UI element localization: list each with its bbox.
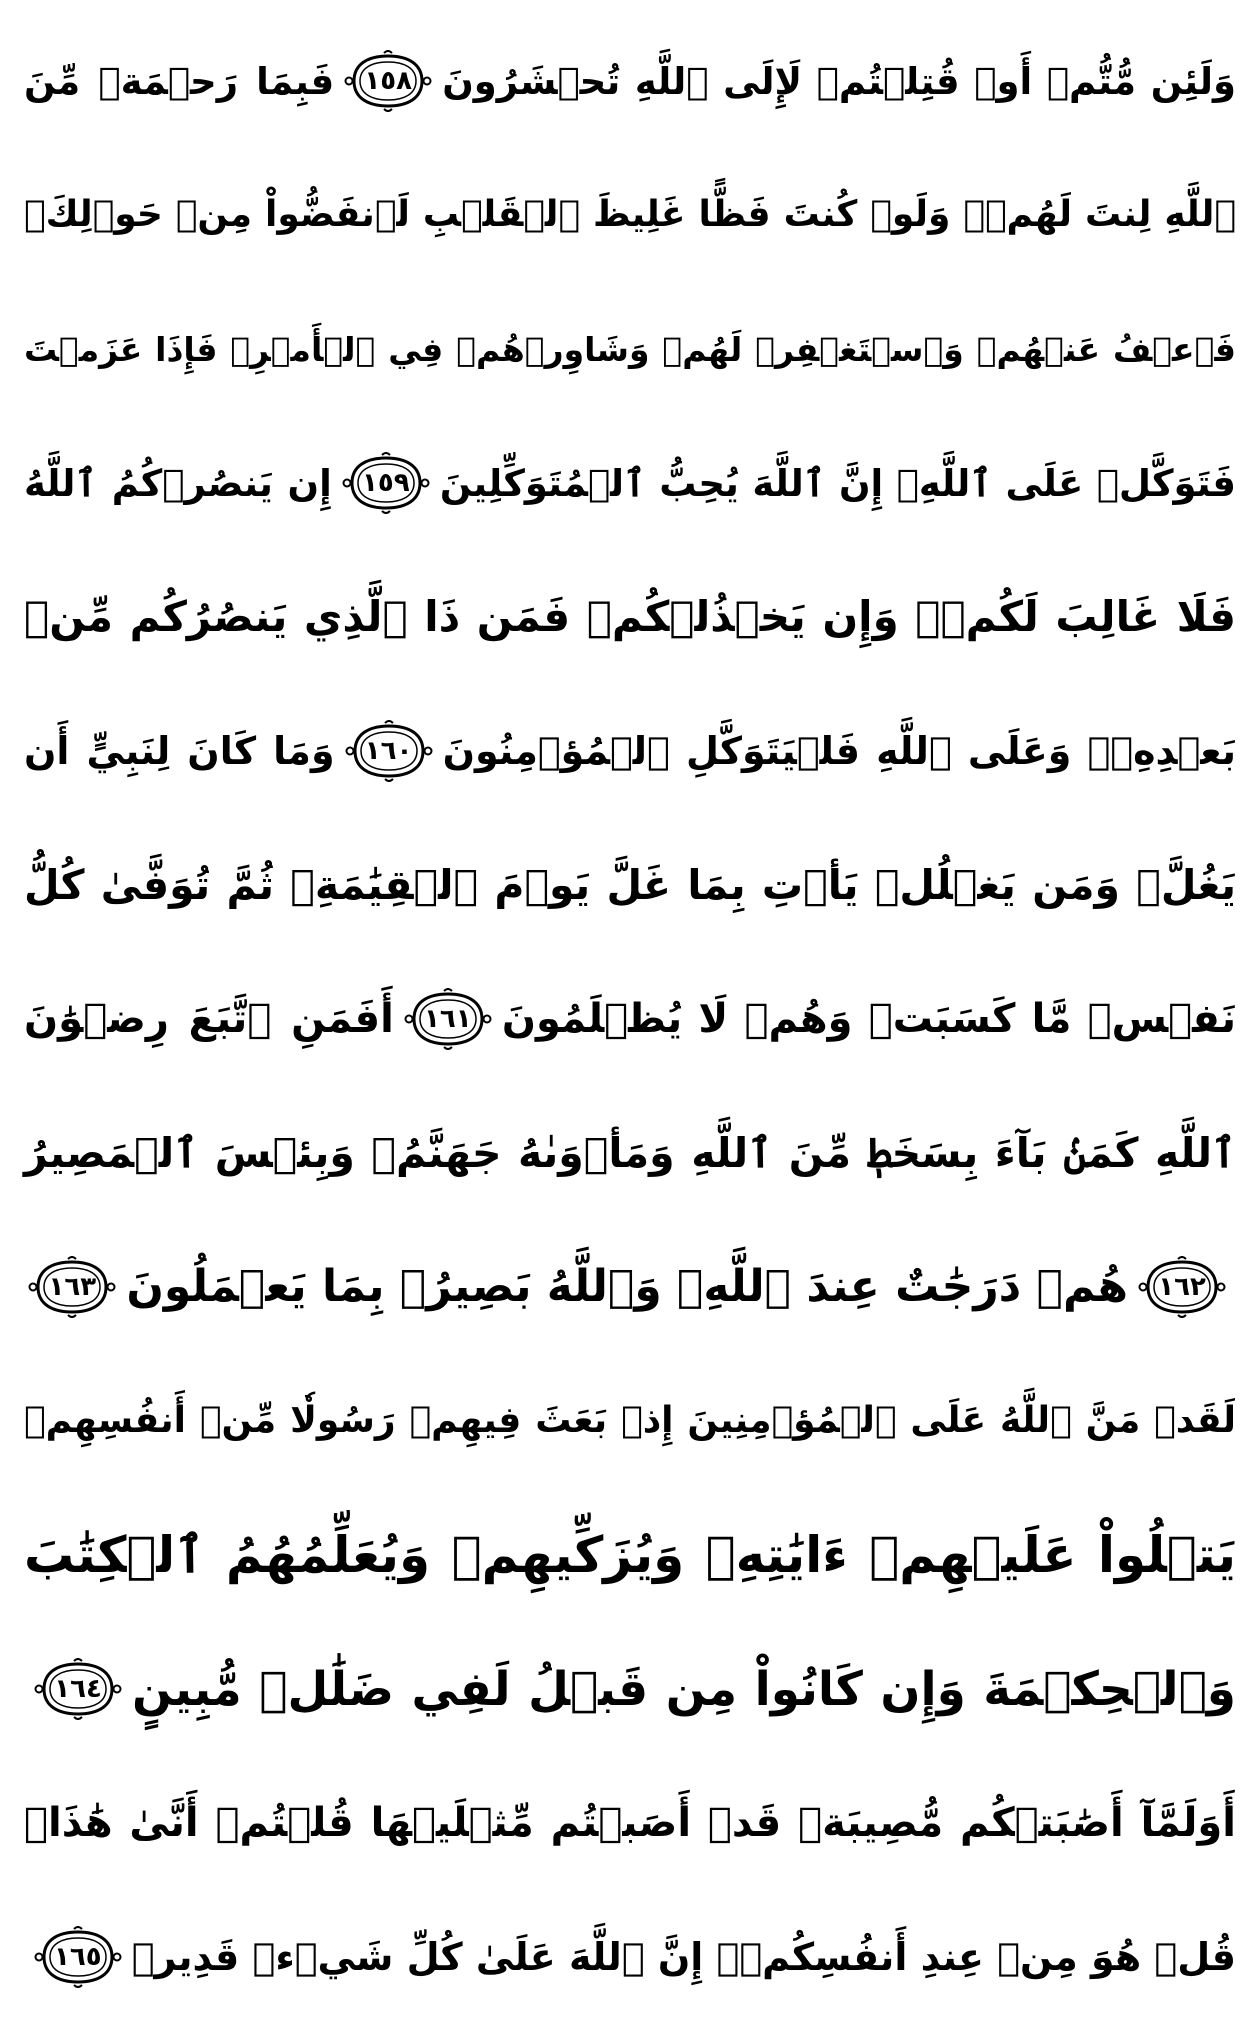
verse-line: [24, 1622, 1236, 1756]
verse-text: إِن يَنصُرۡكُمُ ٱللَّهُ: [24, 461, 332, 505]
ayah-end-marker-icon: [1138, 1256, 1226, 1318]
verse-line: [24, 550, 1236, 684]
verse-line: [24, 416, 1236, 550]
verse-line: [24, 1086, 1236, 1220]
ayah-end-marker-icon: [344, 50, 432, 112]
verse-text: قُلۡ هُوَ مِنۡ عِندِ أَنفُسِكُمۡۗ إِنَّ ٱللَّهَ عَلَىٰ كُلِّ شَيۡءٖ قَدِيرٞ: [131, 1935, 1236, 1979]
verse-text: وَمَا كَانَ لِنَبِيٍّ أَن: [23, 729, 335, 773]
verse-text: ٱللَّهِ كَمَنۢ بَآءَ بِسَخَطٖ مِّنَ ٱللَّهِ وَمَأۡوَىٰهُ جَهَنَّمُۚ وَبِئۡسَ ٱلۡمَصِيرُ: [24, 1128, 1236, 1177]
verse-text: فَلَا غَالِبَ لَكُمۡۖ وَإِن يَخۡذُلۡكُمۡ فَمَن ذَا ٱلَّذِي يَنصُرُكُم مِّنۢ: [24, 592, 1236, 641]
verse-text: لَقَدۡ مَنَّ ٱللَّهُ عَلَى ٱلۡمُؤۡمِنِينَ إِذۡ بَعَثَ فِيهِمۡ رَسُولٗا مِّنۡ أَنفُسِهِمۡ: [24, 1400, 1236, 1441]
verse-line: [24, 1220, 1236, 1354]
ayah-number: ١٦٤: [54, 1674, 102, 1704]
verse-lines: [24, 14, 1236, 2024]
ayah-number: ١٥٩: [362, 468, 410, 498]
ayah-number: ١٦٢: [1158, 1272, 1206, 1302]
ayah-number: ١٦٣: [48, 1272, 97, 1302]
verse-text: نَفۡسٖ مَّا كَسَبَتۡ وَهُمۡ لَا يُظۡلَمُونَ: [501, 996, 1236, 1042]
ayah-end-marker-icon: [342, 452, 430, 514]
verse-text: وَٱلۡحِكۡمَةَ وَإِن كَانُواْ مِن قَبۡلُ لَفِي ضَلَٰلٖ مُّبِينٍ: [132, 1661, 1236, 1717]
verse-line: [24, 14, 1236, 148]
verse-text: يَتۡلُواْ عَلَيۡهِمۡ ءَايَٰتِهِۦ وَيُزَكِّيهِمۡ وَيُعَلِّمُهُمُ ٱلۡكِتَٰبَ: [24, 1526, 1236, 1584]
ayah-end-marker-icon: [404, 988, 492, 1050]
ayah-number: ١٦٥: [53, 1942, 102, 1972]
verse-text: فَٱعۡفُ عَنۡهُمۡ وَٱسۡتَغۡفِرۡ لَهُمۡ وَشَاوِرۡهُمۡ فِي ٱلۡأَمۡرِۖ فَإِذَا عَزَمۡتَ: [24, 329, 1236, 369]
verse-line: [24, 1890, 1236, 2024]
verse-text: وَلَئِن مُّتُّمۡ أَوۡ قُتِلۡتُمۡ لَإِلَى ٱللَّهِ تُحۡشَرُونَ: [442, 59, 1236, 103]
ayah-end-marker-icon: [345, 720, 433, 782]
ayah-end-marker-icon: [34, 1658, 122, 1720]
verse-line: [24, 148, 1236, 282]
ayah-number: ١٦١: [424, 1004, 472, 1034]
ayah-end-marker-icon: [34, 1926, 122, 1988]
ayah-number: ١٥٨: [364, 66, 413, 96]
verse-text: هُمۡ دَرَجَٰتٌ عِندَ ٱللَّهِۗ وَٱللَّهُ بَصِيرُۢ بِمَا يَعۡمَلُونَ: [126, 1261, 1128, 1312]
verse-text: أَفَمَنِ ٱتَّبَعَ رِضۡوَٰنَ: [24, 996, 394, 1042]
verse-line: [24, 282, 1236, 416]
verse-line: [24, 1756, 1236, 1890]
verse-line: [24, 684, 1236, 818]
verse-line: [24, 952, 1236, 1086]
verse-text: فَبِمَا رَحۡمَةٖ مِّنَ: [24, 59, 335, 103]
verse-line: [24, 1354, 1236, 1488]
verse-text: ٱللَّهِ لِنتَ لَهُمۡۖ وَلَوۡ كُنتَ فَظًّا غَلِيظَ ٱلۡقَلۡبِ لَٱنفَضُّواْ مِنۡ حَوۡلِكَۖ: [24, 194, 1236, 235]
verse-text: فَتَوَكَّلۡ عَلَى ٱللَّهِۚ إِنَّ ٱللَّهَ يُحِبُّ ٱلۡمُتَوَكِّلِينَ: [439, 461, 1236, 505]
verse-text: بَعۡدِهِۦۗ وَعَلَى ٱللَّهِ فَلۡيَتَوَكَّلِ ٱلۡمُؤۡمِنُونَ: [442, 729, 1236, 773]
verse-line: [24, 818, 1236, 952]
verse-text: أَوَلَمَّآ أَصَٰبَتۡكُم مُّصِيبَةٞ قَدۡ أَصَبۡتُم مِّثۡلَيۡهَا قُلۡتُمۡ أَنَّىٰ هَٰذَاۖ: [24, 1800, 1236, 1846]
ayah-number: ١٦٠: [364, 736, 413, 766]
verse-text: يَغُلَّۚ وَمَن يَغۡلُلۡ يَأۡتِ بِمَا غَلَّ يَوۡمَ ٱلۡقِيَٰمَةِۚ ثُمَّ تُوَفَّىٰ كُلُّ: [24, 860, 1236, 909]
ayah-end-marker-icon: [28, 1256, 116, 1318]
verse-line: [24, 1488, 1236, 1622]
quran-page: [24, 14, 1236, 2024]
